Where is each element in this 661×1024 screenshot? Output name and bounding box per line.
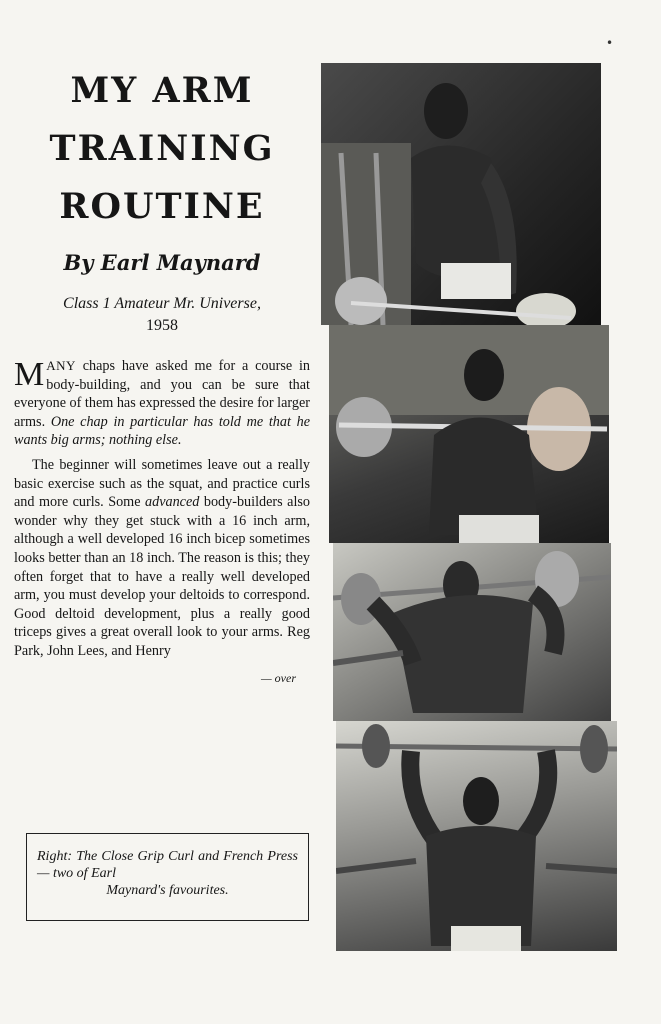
- photo-close-grip-curl-top: [329, 325, 609, 543]
- caption-text: Right: The Close Grip Curl and French Press — two of Earl: [37, 849, 298, 881]
- paragraph-2-italic: advanced: [145, 494, 200, 511]
- paragraph-1-lead: ANY: [46, 358, 76, 373]
- paragraph-2-text-a: The beginner will sometimes leave out a really basic exercise such as the squat, and practice curls and more curls. Some: [14, 456, 310, 511]
- credential-year: 1958: [146, 317, 178, 334]
- photo-close-grip-curl-start: [321, 63, 601, 325]
- drop-cap: M: [14, 356, 45, 393]
- page-corner-mark: •: [606, 36, 614, 50]
- paragraph-1: [14, 357, 310, 450]
- paragraph-1-text: chaps have asked me for a course in body-building, and you can be sure that everyone of them has expressed the desire for larger arms.: [14, 358, 310, 430]
- photo-french-press-lockout: [336, 721, 617, 951]
- photo-strip: [321, 63, 621, 951]
- author-credential: [14, 293, 310, 337]
- photo-caption: [26, 833, 309, 921]
- title-line-2: TRAINING: [49, 128, 275, 169]
- paragraph-2: [14, 456, 310, 661]
- continued-over: — over: [261, 670, 296, 685]
- paragraph-2-text-b: body-builders also wonder why they get stuck with a 16 inch arm, although a well developed 16 inch bicep sometimes looks better than an 18 inch. The reason is this; they often forget that to have a really well developed arm, you must develop your deltoids to correspond. Good deltoid development, plus a really good triceps gives a great overall look to your arms. Reg Park, John Lees, and Henry: [14, 494, 310, 659]
- article-column: [14, 62, 310, 686]
- paragraph-1-italic: One chap in particular has told me that he wants big arms; nothing else.: [14, 413, 310, 449]
- photo-french-press-start: [333, 543, 611, 721]
- byline: By Earl Maynard: [63, 250, 261, 275]
- title-line-1: MY ARM: [70, 70, 254, 111]
- caption-text-end: Maynard's favourites.: [106, 883, 229, 898]
- article-body: [14, 357, 310, 661]
- title-line-3: ROUTINE: [59, 186, 265, 227]
- article-title: [14, 62, 310, 236]
- credential-title: Class 1 Amateur Mr. Universe,: [63, 295, 261, 312]
